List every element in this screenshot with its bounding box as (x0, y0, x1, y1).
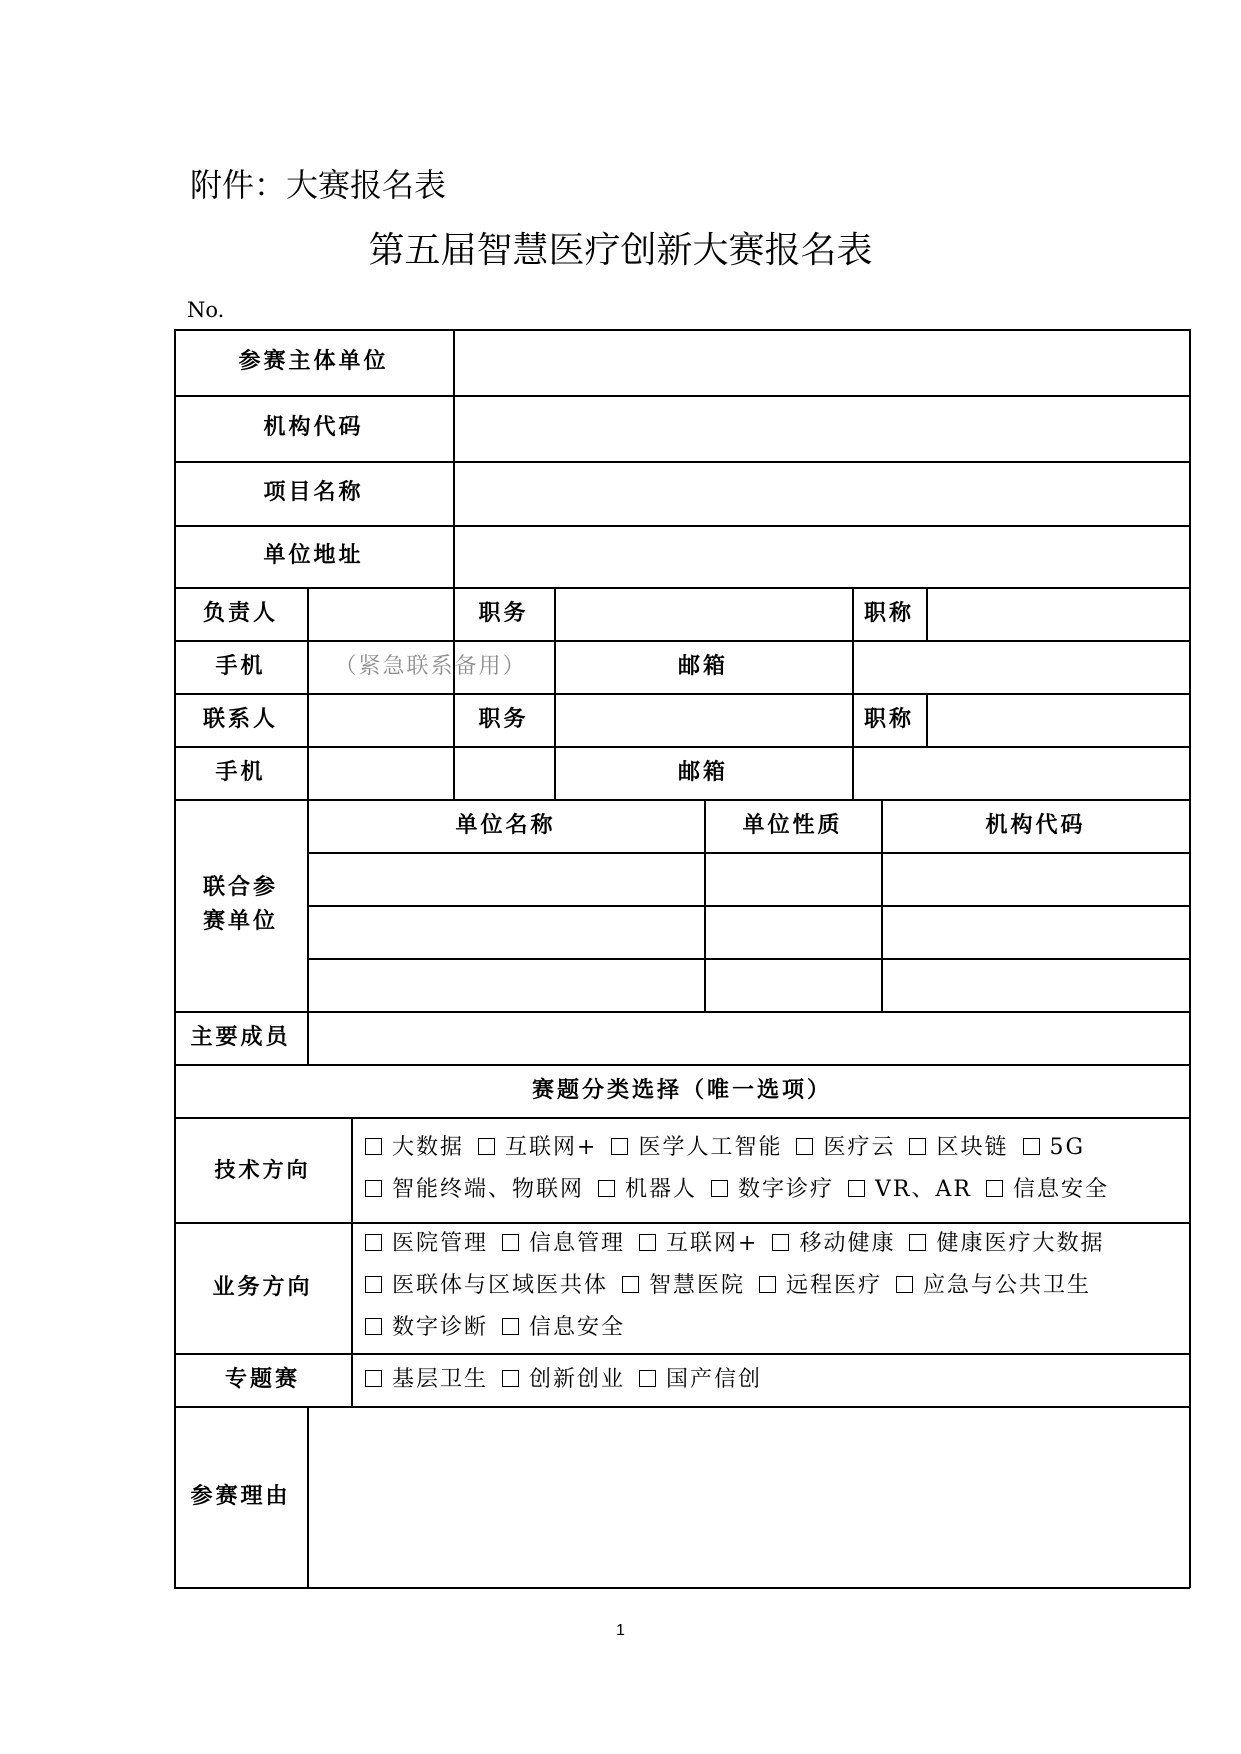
option-label: 信息管理 (529, 1231, 626, 1256)
option-5[interactable] (365, 1265, 608, 1307)
option-label: 数字诊断 (392, 1315, 489, 1340)
option-2[interactable] (639, 1223, 758, 1265)
option-label: 信息安全 (529, 1315, 626, 1340)
option-label: 创新创业 (529, 1367, 626, 1392)
checkbox-icon[interactable] (1023, 1138, 1040, 1155)
contact-title-label: 职称 (863, 706, 914, 732)
option-label: 健康医疗大数据 (936, 1231, 1105, 1256)
option-5[interactable] (1023, 1127, 1086, 1169)
checkbox-icon[interactable] (909, 1234, 926, 1251)
joint-row-3-nature[interactable] (706, 960, 880, 1010)
leader-position-label: 职务 (478, 600, 529, 626)
checkbox-icon[interactable] (986, 1180, 1003, 1197)
leader-title-label: 职称 (863, 600, 914, 626)
leader-email-field[interactable] (854, 642, 1188, 692)
option-label: 智能终端、物联网 (392, 1177, 585, 1202)
joint-row-3-name[interactable] (309, 960, 703, 1010)
contact-title-field[interactable] (928, 695, 1188, 745)
checkbox-icon[interactable] (848, 1180, 865, 1197)
contact-mobile-label: 手机 (215, 759, 266, 785)
checkbox-icon[interactable] (502, 1318, 519, 1335)
option-7[interactable] (598, 1169, 697, 1211)
checkbox-icon[interactable] (365, 1138, 382, 1155)
checkbox-icon[interactable] (639, 1370, 656, 1387)
option-label: 医学人工智能 (638, 1135, 783, 1160)
unit-address-label: 单位地址 (263, 543, 364, 568)
leader-position-field[interactable] (556, 589, 851, 639)
option-label: 5G (1049, 1135, 1086, 1160)
main-unit-field[interactable] (455, 331, 1188, 394)
joint-header-unit-name: 单位名称 (455, 812, 556, 838)
option-3[interactable] (772, 1223, 895, 1265)
leader-mobile-label: 手机 (215, 653, 266, 679)
option-4[interactable] (909, 1223, 1104, 1265)
checkbox-icon[interactable] (772, 1234, 789, 1251)
org-code-label: 机构代码 (263, 415, 364, 440)
page-title: 第五届智慧医疗创新大赛报名表 (368, 230, 873, 271)
option-label: 基层卫生 (392, 1367, 489, 1392)
checkbox-icon[interactable] (502, 1234, 519, 1251)
option-label: 互联网+ (505, 1135, 598, 1160)
checkbox-icon[interactable] (365, 1180, 382, 1197)
joint-row-1-code[interactable] (883, 854, 1188, 904)
checkbox-icon[interactable] (909, 1138, 926, 1155)
members-label: 主要成员 (190, 1024, 291, 1050)
special-topic-label: 专题赛 (224, 1366, 300, 1392)
option-7[interactable] (759, 1265, 882, 1307)
reason-field[interactable] (309, 1408, 1188, 1586)
checkbox-icon[interactable] (365, 1234, 382, 1251)
joint-header-org-code: 机构代码 (985, 812, 1086, 838)
option-label: 互联网+ (666, 1231, 759, 1256)
joint-row-2-name[interactable] (309, 907, 703, 957)
option-label: 远程医疗 (786, 1273, 883, 1298)
category-header: 赛题分类选择（唯一选项） (531, 1077, 832, 1103)
project-name-field[interactable] (455, 463, 1188, 524)
contact-field[interactable] (309, 695, 452, 745)
checkbox-icon[interactable] (365, 1276, 382, 1293)
contact-email-field[interactable] (854, 748, 1188, 798)
checkbox-icon[interactable] (759, 1276, 776, 1293)
page-number: 1 (616, 1622, 625, 1639)
checkbox-icon[interactable] (639, 1234, 656, 1251)
option-3[interactable] (796, 1127, 895, 1169)
option-6[interactable] (622, 1265, 745, 1307)
joint-row-2-code[interactable] (883, 907, 1188, 957)
option-label: VR、AR (875, 1177, 972, 1202)
checkbox-icon[interactable] (478, 1138, 495, 1155)
main-unit-label: 参赛主体单位 (238, 349, 389, 374)
contact-position-label: 职务 (478, 706, 529, 732)
checkbox-icon[interactable] (622, 1276, 639, 1293)
checkbox-icon[interactable] (896, 1276, 913, 1293)
option-label: 应急与公共卫生 (923, 1273, 1092, 1298)
business-options (365, 1223, 1187, 1349)
option-10[interactable] (986, 1169, 1109, 1211)
option-9[interactable] (365, 1307, 488, 1349)
option-0[interactable] (365, 1223, 488, 1265)
option-2[interactable] (611, 1127, 782, 1169)
contact-email-label: 邮箱 (677, 759, 728, 785)
checkbox-icon[interactable] (611, 1138, 628, 1155)
option-1[interactable] (502, 1223, 625, 1265)
option-9[interactable] (848, 1169, 972, 1211)
option-label: 数字诊疗 (738, 1177, 835, 1202)
tech-direction-label: 技术方向 (214, 1157, 311, 1182)
option-8[interactable] (896, 1265, 1091, 1307)
leader-label: 负责人 (202, 600, 278, 626)
joint-row-1-nature[interactable] (706, 854, 880, 904)
checkbox-icon[interactable] (711, 1180, 728, 1197)
joint-header-unit-nature: 单位性质 (742, 812, 843, 838)
option-1[interactable] (502, 1359, 625, 1401)
attachment-label: 附件：大赛报名表 (190, 166, 447, 204)
option-label: 移动健康 (799, 1231, 896, 1256)
contact-position-field[interactable] (556, 695, 851, 745)
option-6[interactable] (365, 1169, 584, 1211)
option-label: 医院管理 (392, 1231, 489, 1256)
leader-email-label: 邮箱 (677, 653, 728, 679)
business-direction-label: 业务方向 (212, 1274, 313, 1300)
reason-label: 参赛理由 (190, 1483, 291, 1509)
option-0[interactable] (365, 1127, 464, 1169)
option-2[interactable] (639, 1359, 762, 1401)
joint-row-1-name[interactable] (309, 854, 703, 904)
option-label: 医疗云 (823, 1135, 896, 1160)
unit-address-field[interactable] (455, 527, 1188, 586)
option-4[interactable] (909, 1127, 1008, 1169)
leader-field[interactable] (309, 589, 452, 639)
option-0[interactable] (365, 1359, 488, 1401)
serial-number-label: No. (187, 298, 225, 322)
leader-title-field[interactable] (928, 589, 1188, 639)
checkbox-icon[interactable] (502, 1370, 519, 1387)
option-label: 大数据 (392, 1135, 465, 1160)
option-label: 智慧医院 (649, 1273, 746, 1298)
option-label: 区块链 (936, 1135, 1009, 1160)
contact-mobile-field[interactable] (309, 748, 552, 798)
org-code-field[interactable] (455, 397, 1188, 460)
option-label: 国产信创 (666, 1367, 763, 1392)
tech-options (365, 1127, 1187, 1211)
special-options (365, 1359, 1187, 1401)
option-label: 机器人 (625, 1177, 698, 1202)
checkbox-icon[interactable] (796, 1138, 813, 1155)
option-label: 信息安全 (1012, 1177, 1109, 1202)
option-8[interactable] (711, 1169, 834, 1211)
joint-units-label: 联合参赛单位 (202, 875, 278, 934)
contact-label: 联系人 (202, 706, 278, 732)
option-label: 医联体与区域医共体 (392, 1273, 609, 1298)
leader-mobile-field[interactable]: （紧急联系备用） (334, 654, 527, 679)
joint-row-2-nature[interactable] (706, 907, 880, 957)
checkbox-icon[interactable] (365, 1370, 382, 1387)
project-name-label: 项目名称 (263, 480, 364, 505)
option-10[interactable] (502, 1307, 625, 1349)
checkbox-icon[interactable] (598, 1180, 615, 1197)
checkbox-icon[interactable] (365, 1318, 382, 1335)
joint-row-3-code[interactable] (883, 960, 1188, 1010)
option-1[interactable] (478, 1127, 597, 1169)
registration-form (174, 329, 1190, 1588)
members-field[interactable] (309, 1013, 1188, 1063)
